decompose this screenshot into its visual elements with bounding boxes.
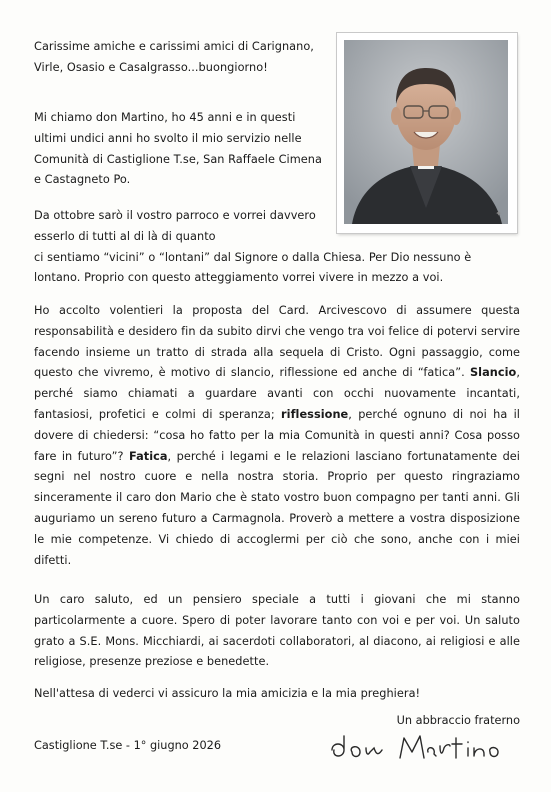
paragraph-mission-part-3: , perché ognuno di noi ha il dovere di chiedersi: “cosa ho fatto per la mia Comunità in questi anni? Cosa posso fare in futuro”? <box>34 407 520 463</box>
greeting-text: Carissime amiche e carissimi amici di Carignano, Virle, Osasio e Casalgrasso...buongiorno! <box>34 40 314 74</box>
paragraph-mission-part-4: , perché i legami e le relazioni lasciano fortunatamente dei segni nel nostro cuore e nella nostra storia. Proprio per questo ringraziamo sinceramente il caro don Mario che è stato vostro buon compagno per tanti anni. Gli auguriamo un sereno futuro a Carmagnola. Proverò a mettere a vostra disposizione le mie competenze. Vi chiedo di accoglermi per ciò che sono, anche con i miei difetti. <box>34 449 520 567</box>
paragraph-role <box>34 206 520 289</box>
paragraph-mission-part-1: Ho accolto volentieri la proposta del Card. Arcivescovo di assumere questa responsabilità e desidero fin da subito dirvi che vengo tra voi felice di potervi servire facendo insieme un tratto di strada alla sequela di Cristo. Ogni passaggio, come questo che vivremo, è motivo di slancio, riflessione ed anche di “fatica”. <box>34 304 520 380</box>
farewell-text: Un abbraccio fraterno <box>396 714 520 727</box>
portrait-photo-frame <box>337 33 517 233</box>
keyword-riflessione: riflessione <box>281 407 349 421</box>
keyword-fatica: Fatica <box>128 449 168 463</box>
signature-icon <box>322 728 522 768</box>
intro-paragraph: Mi chiamo don Martino, ho 45 anni e in questi ultimi undici anni ho svolto il mio servizio nelle Comunità di Castiglione T.se, San Raffaele Cimena e Castagneto Po. <box>34 111 322 187</box>
paragraph-role-rest: ci sentiamo “vicini” o “lontani” dal Signore o dalla Chiesa. Per Dio nessuno è lontano. Proprio con questo atteggiamento vorrei vivere in mezzo a voi. <box>34 250 472 285</box>
closing-line: Nell'attesa di vederci vi assicuro la mia amicizia e la mia preghiera! <box>34 687 421 700</box>
priest-portrait-photo <box>344 40 508 224</box>
paragraph-greetings: Un caro saluto, ed un pensiero speciale a tutti i giovani che mi stanno particolarmente a cuore. Spero di poter lavorare tanto con voi e per voi. Un saluto grato a S.E. Mons. Micchiardi, ai sacerdoti collaboratori, al diacono, ai religiosi e alle religiose, presenze preziose e benedette. <box>34 593 520 669</box>
handwritten-signature <box>322 728 522 768</box>
paragraph-role-first-lines: Da ottobre sarò il vostro parroco e vorrei davvero esserlo di tutti al di là di quanto <box>34 209 316 243</box>
paragraph-mission <box>34 301 520 571</box>
photo-corner-mark: ✦ <box>495 209 502 218</box>
keyword-slancio: Slancio <box>469 366 517 380</box>
place-and-date: Castiglione T.se - 1° giugno 2026 <box>34 739 222 752</box>
portrait-illustration-icon <box>344 40 508 224</box>
paragraph-mission-part-2: , perché siamo chiamati a guardare avanti con occhi nuovamente incantati, fantasiosi, profetici e colmi di speranza; <box>34 366 520 421</box>
